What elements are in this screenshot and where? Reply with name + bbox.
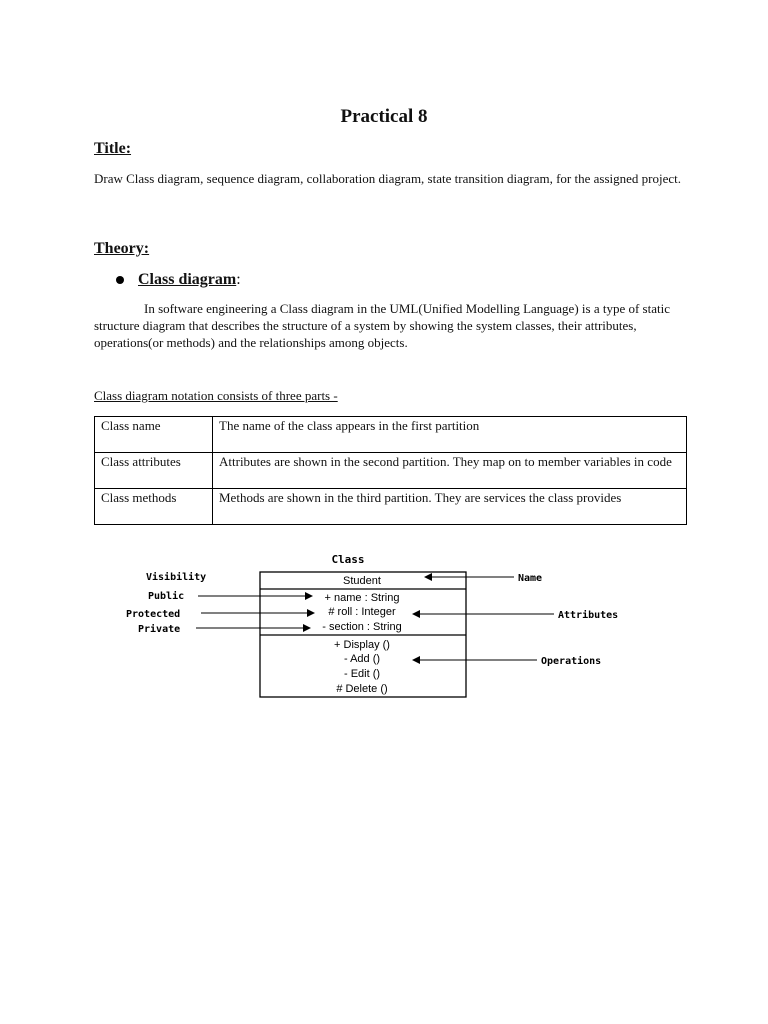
label-protected: Protected <box>126 609 181 620</box>
title-text: Draw Class diagram, sequence diagram, collaboration diagram, state transition diagram, for the assigned project. <box>94 171 681 186</box>
uml-class-diagram <box>0 540 768 710</box>
diagram-caption: Class <box>331 553 365 566</box>
label-attributes: Attributes <box>558 610 619 621</box>
operation-display: + Display () <box>334 639 390 651</box>
title-heading: Title: <box>94 140 132 157</box>
label-operations: Operations <box>541 656 602 667</box>
bullet-colon: : <box>236 271 241 288</box>
attribute-private: - section : String <box>322 621 402 633</box>
table-cell-part: Class attributes <box>95 453 213 489</box>
theory-heading: Theory: <box>94 240 150 257</box>
theory-paragraph: In software engineering a Class diagram in the UML(Unified Modelling Language) is a type of static structure diagram that describes the structure of a system by showing the system classes, their attributes, operations(or methods) and the relationships among objects. <box>94 301 670 350</box>
table-cell-description: Attributes are shown in the second partition. They map on to member variables in code <box>213 453 687 489</box>
label-private: Private <box>138 624 181 635</box>
attribute-public: + name : String <box>324 592 400 604</box>
table-caption: Class diagram notation consists of three parts - <box>94 388 338 403</box>
bullet-label: Class diagram <box>138 271 237 288</box>
table-cell-description: The name of the class appears in the first partition <box>213 417 687 453</box>
table-row <box>95 417 687 453</box>
label-name: Name <box>518 573 543 584</box>
label-visibility: Visibility <box>146 572 207 583</box>
table-cell-part: Class name <box>95 417 213 453</box>
bullet-dot-icon <box>116 276 124 284</box>
bullet-class-diagram <box>116 271 241 289</box>
operation-delete: # Delete () <box>336 683 388 695</box>
notation-table <box>94 416 687 525</box>
page-title: Practical 8 <box>340 106 428 127</box>
operation-add: - Add () <box>343 653 381 665</box>
table-row <box>95 489 687 525</box>
operation-edit: - Edit () <box>343 668 381 680</box>
attribute-protected: # roll : Integer <box>328 606 396 618</box>
label-public: Public <box>148 591 185 602</box>
table-row <box>95 453 687 489</box>
table-cell-description: Methods are shown in the third partition. They are services the class provides <box>213 489 687 525</box>
table-cell-part: Class methods <box>95 489 213 525</box>
class-name: Student <box>343 575 381 587</box>
